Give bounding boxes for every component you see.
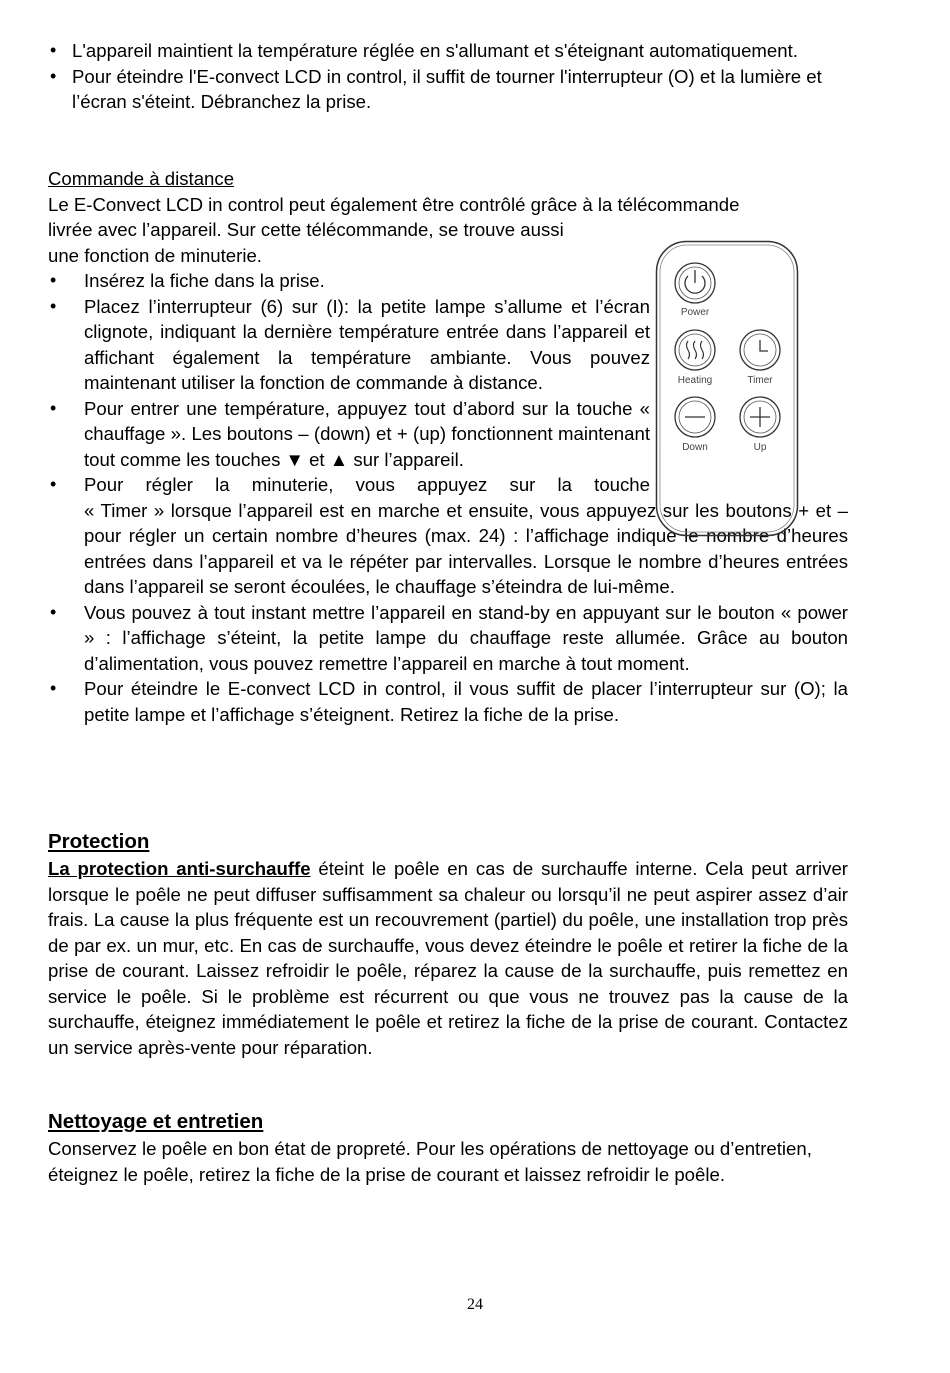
section-heading: Commande à distance	[48, 168, 235, 189]
timer-label: Timer	[747, 375, 773, 386]
intro-bullets	[48, 38, 848, 115]
clock-icon	[760, 340, 768, 351]
bullet-item	[48, 472, 650, 498]
bullet-text: Pour régler la minuterie, vous appuyez sur la touche	[84, 474, 650, 495]
down-button	[675, 397, 715, 437]
bullet-item	[48, 38, 848, 64]
bullet-text: Pour éteindre le E-convect LCD in control, il vous suffit de placer l’interrupteur sur (O); la petite lampe et l’affichage s’éteignent. Retirez la fiche de la prise.	[84, 678, 848, 725]
bullet-text: Pour éteindre l'E-convect LCD in control, il suffit de tourner l'interrupteur (O) et la lumière et l’écran s'éteint. Débranchez la prise.	[72, 65, 822, 112]
bullet-text: Insérez la fiche dans la prise.	[84, 270, 325, 291]
up-label: Up	[753, 442, 767, 453]
bullet-item	[48, 676, 848, 727]
section-heading: Protection	[48, 830, 150, 853]
bullet-text: Vous pouvez à tout instant mettre l’appareil en stand-by en appuyant sur le bouton « power » : l’affichage s’éteint, la petite lampe du chauffage reste allumée. Grâce au bouton d’alimentation, vous pouvez remettre l’appareil en marche à tout moment.	[84, 601, 848, 674]
section-intro-line: livrée avec l’appareil. Sur cette télécommande, se trouve aussi	[48, 219, 564, 240]
page-number: 24	[467, 1296, 483, 1313]
heating-label: Heating	[677, 375, 713, 386]
bold-lead: La protection anti-surchauffe	[48, 858, 311, 879]
section-paragraph: Conservez le poêle en bon état de propreté. Pour les opérations de nettoyage ou d’entretien, éteignez le poêle, retirez la fiche de la prise de courant et laissez refroidir le poêle.	[48, 1138, 812, 1185]
bullet-item	[48, 600, 848, 677]
remote-outline	[657, 242, 798, 536]
bullet-text: Placez l’interrupteur (6) sur (I): la petite lampe s’allume et l’écran clignote, indiquant la dernière température entrée dans l’appareil et affichant également la température ambiante. Vous pouvez maintenant utiliser la fonction de commande à distance.	[84, 295, 650, 393]
bullet-item	[48, 294, 650, 396]
timer-button	[740, 330, 780, 370]
protection-section	[48, 828, 848, 1060]
heat-waves-icon	[687, 341, 704, 359]
cleaning-section	[48, 1108, 848, 1187]
remote-control-illustration	[655, 240, 799, 537]
bullet-text: L'appareil maintient la température réglée en s'allumant et s'éteignant automatiquement.	[72, 40, 798, 61]
bullet-item	[48, 268, 650, 294]
bullet-item	[48, 64, 848, 115]
bullet-text: « Timer » lorsque l’appareil est en marche et ensuite, vous appuyez sur les boutons + et – pour régler un certain nombre d’heures (max. 24) : l’affichage indique le nombre d’heures entrées dans l’appareil et va le répéter par intervalles. Lorsque le nombre d’heures entrées dans l’appareil se seront écoulées, le chauffage s’éteindra de lui-même.	[84, 499, 848, 597]
bullet-item	[48, 396, 650, 473]
section-paragraph	[48, 856, 848, 1060]
power-button	[675, 263, 715, 303]
down-label: Down	[682, 442, 708, 453]
heating-button	[675, 330, 715, 370]
up-button	[740, 397, 780, 437]
paragraph-text: éteint le poêle en cas de surchauffe interne. Cela peut arriver lorsque le poêle ne peut diffuser suffisamment sa chaleur ou lorsqu’il ne peut aspirer assez d’air frais. La cause la plus fréquente est un recouvrement (partiel) du poêle, une installation trop près de par ex. un mur, etc. En cas de surchauffe, vous devez éteindre le poêle et retirer la fiche de la prise de courant. Laissez refroidir le poêle, réparez la cause de la surchauffe, puis remettez en service le poêle. Si le problème est récurrent ou que vous ne trouvez pas la cause de la surchauffe, éteignez immédiatement le poêle et retirez la fiche de la prise de courant. Contactez un service après-vente pour réparation.	[48, 858, 848, 1058]
section-intro-line: une fonction de minuterie.	[48, 244, 262, 266]
section-heading: Nettoyage et entretien	[48, 1110, 264, 1133]
power-label: Power	[680, 307, 710, 318]
section-intro-line: Le E-Convect LCD in control peut également être contrôlé grâce à la télécommande	[48, 193, 740, 215]
bullet-text: Pour entrer une température, appuyez tout d’abord sur la touche « chauffage ». Les boutons – (down) et + (up) fonctionnent maintenant tout comme les touches ▼ et ▲ sur l’appareil.	[84, 397, 650, 470]
